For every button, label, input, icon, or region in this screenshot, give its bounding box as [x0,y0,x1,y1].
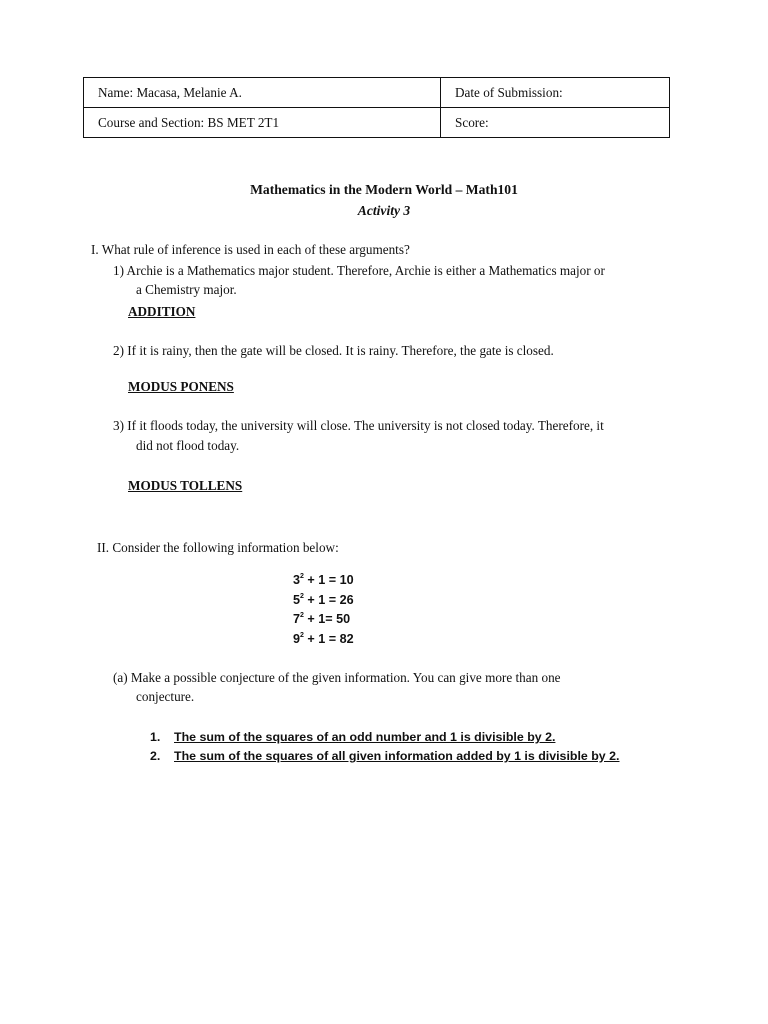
part2-prompt: II. Consider the following information below: [97,540,339,555]
question-1-line-1: 1) Archie is a Mathematics major student. Therefore, Archie is either a Mathematics major or [113,263,605,278]
table-row [84,78,670,108]
answer-2: MODUS PONENS [128,379,234,394]
answer-3: MODUS TOLLENS [128,478,243,493]
table-row [84,108,670,138]
question-a-line-1: (a) Make a possible conjecture of the given information. You can give more than one [113,670,561,685]
score: Score: [441,108,670,138]
equation-2: $5^2 + 1 = 26$ [293,593,354,607]
equation-1: $3^2 + 1 = 10$ [293,573,354,587]
conjecture-2: 2. The sum of the squares of all given information added by 1 is divisible by 2. [150,749,620,763]
document-subtitle: Activity 3 [357,203,411,218]
equation-4: $9^2 + 1 = 82$ [293,632,354,646]
question-3-line-2: did not flood today. [136,438,240,453]
part1-prompt: I. What rule of inference is used in each of these arguments? [91,242,410,257]
question-a-line-2: conjecture. [136,689,195,704]
student-name: Name: Macasa, Melanie A. [84,78,441,108]
question-3-line-1: 3) If it floods today, the university will close. The university is not closed today. Therefore, it [113,418,604,433]
document-title: Mathematics in the Modern World – Math101 [250,182,518,197]
conjecture-1: 1. The sum of the squares of an odd number and 1 is divisible by 2. [150,730,556,744]
student-info-table [83,77,670,138]
course-section: Course and Section: BS MET 2T1 [84,108,441,138]
answer-1: ADDITION [128,304,196,319]
equation-3: $7^2 + 1= 50$ [293,612,351,626]
question-1-line-2: a Chemistry major. [136,282,237,297]
question-2: 2) If it is rainy, then the gate will be closed. It is rainy. Therefore, the gate is closed. [113,343,554,358]
submission-date: Date of Submission: [441,78,670,108]
